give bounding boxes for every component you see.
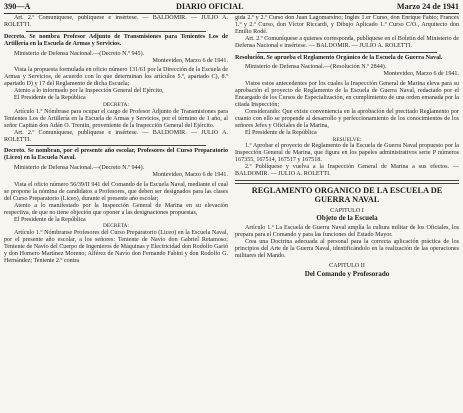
left-paragraph: Artículo 1.º Nómbranse Profesores del Curso Preparatorio (Liceo) en la Escuela Naval, por el presente año escolar, a los señores: Teniente de Navío don Gabriel Retamoso; Teniente de Navío del Cuerpo de Ingenieros de Máquinas y Electricidad don Rodolfo Garió y don Homero Martínez Moreno; Alférez de Navío don Fernando Fabini y don Rodolfo G. Hernández; Teniente 2.º contra bbox=[4, 230, 228, 264]
page-number: 390—A bbox=[4, 2, 31, 11]
decree-title: Decreto. Se nombra Profesor Adjunto de Transmisiones para Tenientes Los de Artillería en la Escuela de Armas y Servicios. bbox=[4, 33, 228, 47]
left-paragraph: Atento a lo manifestado por la Inspección General de Marina en su elevación respectiva, de que no tiene objeción que oponer a las designaciones propuestas, bbox=[4, 202, 228, 216]
left-column bbox=[4, 15, 228, 411]
ministry-line: Ministerio de Defensa Nacional.—(Decreto N.º 944). bbox=[14, 165, 145, 172]
right-paragraph: Artículo 1.º La Escuela de Guerra Naval amplía la cultura militar de los Oficiales, los prepara para el Comando y para las funciones del Estado Mayor. bbox=[235, 225, 459, 239]
ministry-line: Ministerio de Defensa Nacional.—(Decreto N.º 945). bbox=[14, 50, 145, 57]
date-line: Montevideo, Marzo 6 de 1941. bbox=[383, 71, 459, 78]
section-divider bbox=[257, 52, 437, 53]
regulation-title: REGLAMENTO ORGANICO DE LA ESCUELA DE GUERRA NAVAL bbox=[251, 185, 443, 205]
journal-title: DIARIO OFICIAL bbox=[176, 2, 244, 11]
decree-title: Decreto. Se nombran, por el presente año escolar, Profesores del Curso Preparatorio (Liceo) en la Escuela Naval. bbox=[4, 148, 228, 162]
right-paragraph: gida 2.º y 2.º Curso don Juan Lagomarsino; Inglés 1.er Curso, don Enrique Fabio; Francés 1.º y 2.º Curso, don Víctor Riccardi, y Dibujo Aplicado 1.º Curso C/O., Arquitecto don Emilio Rodé. bbox=[235, 15, 459, 35]
right-column bbox=[235, 15, 459, 411]
issue-date: Marzo 24 de 1941 bbox=[396, 2, 459, 11]
left-paragraph: Vista la propuesta formulada en oficio número 131/61 por la Dirección de la Escuela de Armas y Servicios, de acuerdo con lo que determinan los artículos 5.º, apartado C), 8.º apartado D) y 17 del Reglamento de dicha Escuela; bbox=[4, 67, 228, 88]
right-paragraph: Crea una Doctrina adecuada al personal para la correcta aplicación práctica de los principios del Arte de la Guerra Naval, identificándolo en la realización de las operaciones militares del Mando. bbox=[235, 239, 459, 260]
date-line: Montevideo, Marzo 6 de 1941. bbox=[152, 57, 228, 64]
section-divider bbox=[235, 180, 459, 181]
right-paragraph: 2.º Publíquese y vuelva a la Inspección General de Marina a sus efectos. — BALDOMIR. — JULIO A. ROLETTI. bbox=[235, 164, 459, 178]
right-paragraph: 1.º Aprobar el proyecto de Reglamento de la Escuela de Guerra Naval propuesto por la Inspección General de Marina, que figura en los papeles administrativos serie P números 167355, 167514, 167517 y 167518. bbox=[235, 143, 459, 164]
chapter-heading: CAPITULO I bbox=[330, 207, 364, 214]
date-line: Montevideo, Marzo 6 de 1941. bbox=[152, 172, 228, 179]
resolution-title: Resolución. Se aprueba el Reglamento Orgánico de la Escuela de Guerra Naval. bbox=[235, 54, 443, 61]
ministry-line: Ministerio de Defensa Nacional.—(Resolución N.º 2844). bbox=[245, 64, 387, 71]
right-paragraph: Vistos estos antecedentes por los cuales la Inspección General de Marina eleva para su aprobación el proyecto de Reglamento de la Escuela de Guerra Naval, redactado por el Encargado de los Cursos de Especialización, en cumplimiento de una orden emanada por la citada Inspección; bbox=[235, 81, 459, 108]
left-paragraph: Artículo 1.º Nómbrase para ocupar el cargo de Profesor Adjunto de Transmisiones para Tenientes Los de Artillería en la Escuela de Armas y Servicios, por el término de 1 año, al señor Capitán don Adán O. Trentin, proveniente de la Inspección General del Ejército. bbox=[4, 108, 228, 129]
right-paragraph: Considerando: Que existe conveniencia en la aprobación del precitado Reglamento por cuanto con ello se propende al desarrollo y perfeccionamiento de los conocimientos de los señores Jefes y Oficiales de la Marina, bbox=[235, 108, 459, 129]
section-divider bbox=[26, 31, 206, 32]
chapter-title: Del Comando y Profesorado bbox=[304, 269, 390, 278]
decreta-heading: DECRETA: bbox=[103, 101, 129, 108]
left-paragraph: Atento a lo informado por la Inspección General del Ejército, bbox=[14, 88, 164, 95]
header-rule bbox=[4, 13, 459, 14]
right-paragraph: Art. 2.º Comuníquese a quienes corresponda, publíquese en el Boletín del Ministerio de Defensa Nacional e insértese. — BALDOMIR. — JULIO A. ROLETTI. bbox=[235, 35, 459, 49]
left-paragraph: Art. 2.º Comuníquese, publíquese e insértese. — BALDOMIR. — JULIO A. ROLETTI. bbox=[4, 129, 228, 143]
section-divider bbox=[235, 183, 459, 184]
decreta-heading: DECRETA: bbox=[103, 223, 129, 230]
resuelve-heading: RESUELVE: bbox=[332, 136, 362, 143]
left-paragraph: Vista el oficio número 56/39/II 941 del Comando de la Escuela Naval, mediante el cual se propone la nómina de candidatos a Profesores, que deben ser designados para las clases del Curso Preparatorio (Liceo), durante el presente año escolar; bbox=[4, 182, 228, 202]
right-paragraph: El Presidente de la República bbox=[245, 129, 317, 136]
left-paragraph: Art. 2.º Comuníquese, publíquese e insértese. — BALDOMIR. — JULIO A. ROLETTI. bbox=[4, 15, 228, 28]
chapter-title: Objeto de la Escuela bbox=[316, 214, 378, 223]
section-divider bbox=[26, 145, 206, 146]
left-paragraph: El Presidente de la República bbox=[14, 216, 86, 223]
left-paragraph: El Presidente de la República bbox=[14, 95, 86, 102]
chapter-heading: CAPITULO II bbox=[329, 262, 365, 269]
